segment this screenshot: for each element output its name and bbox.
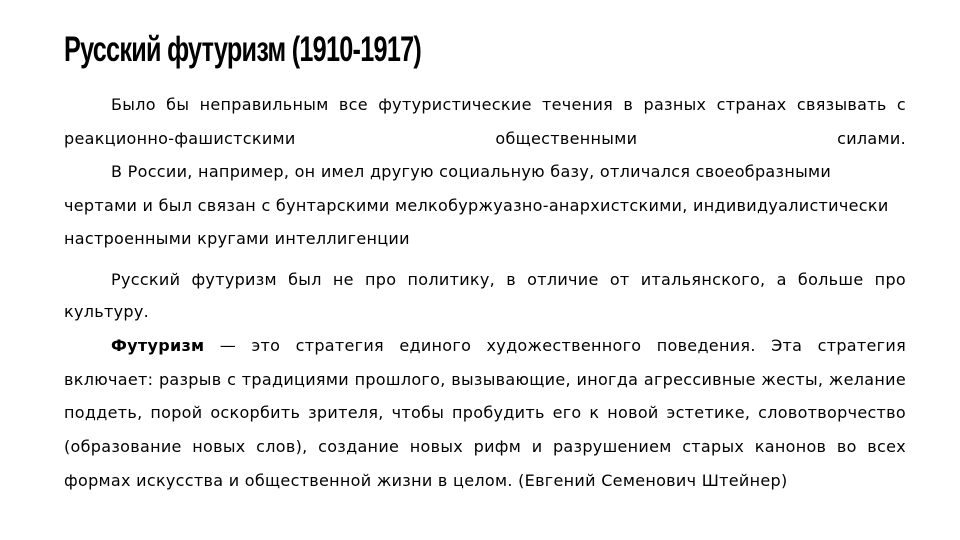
paragraph-culture: Русский футуризм был не про политику, в отличие от итальянского, а больше про культуру. xyxy=(64,269,906,322)
paragraph-social-base xyxy=(64,88,906,256)
definition-text: — это стратегия единого художественного поведения. Эта стратегия включает: разрыв с традициями прошлого, вызывающие, иногда агрессивные жесты, желание поддеть, порой оскорбить зрителя, чтобы пробудить его к новой эстетике, словотворчество (образование новых слов), создание новых рифм и разрушением старых канонов во всех формах искусства и общественной жизни в целом. (Евгений Семенович Штейнер) xyxy=(64,335,906,490)
slide-body xyxy=(64,88,906,497)
definition-term: Футуризм xyxy=(111,335,205,355)
slide-title: Русский футуризм (1910-1917) xyxy=(64,30,422,69)
paragraph-definition xyxy=(64,329,906,498)
paragraph-social-base-sentence-1: Было бы неправильным все футуристические течения в разных странах связывать с реакционно-фашистскими общественными силами. xyxy=(64,95,906,148)
paragraph-social-base-sentence-2: В России, например, он имел другую социальную базу, отличался своеобразными чертами и был связан с бунтарскими мелкобуржуазно-анархистскими, индивидуалистически настроенными кругами интеллигенции xyxy=(64,162,889,249)
